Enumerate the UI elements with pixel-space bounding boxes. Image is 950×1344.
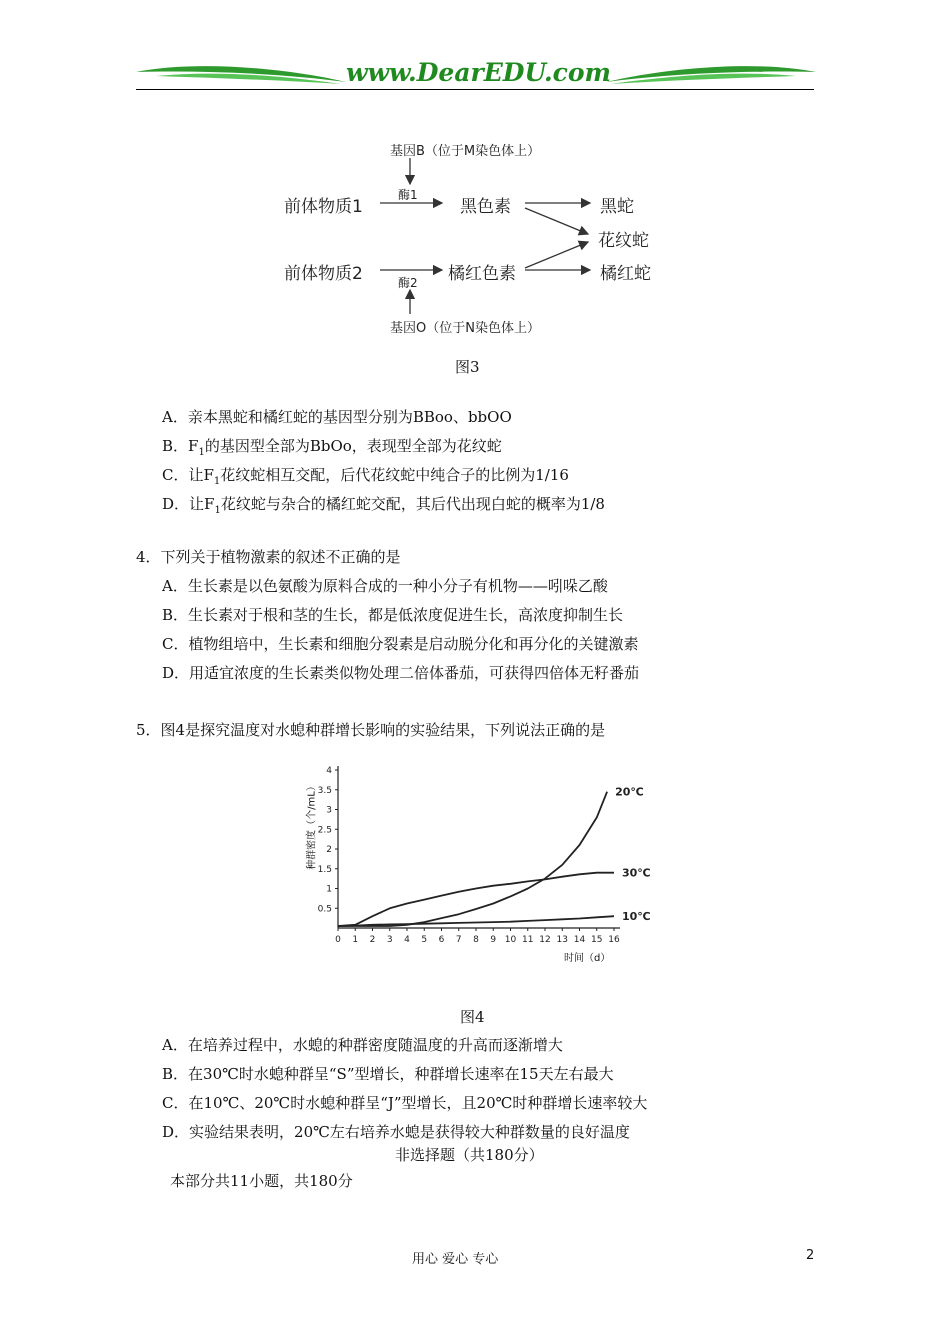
series-label: 30℃ [622,866,651,880]
leaf-swoosh-left-icon [136,62,346,88]
q3-option-b-sub: 1 [198,447,205,458]
q3-option-d-pre: D．让F [162,495,215,513]
precursor1-label: 前体物质1 [284,197,363,217]
q4-option-c: C．植物组培中，生长素和细胞分裂素是启动脱分化和再分化的关键激素 [162,635,639,653]
x-tick-label: 3 [386,935,393,945]
gene-b-label: 基因B（位于M染色体上） [390,144,541,159]
black-snake-label: 黑蛇 [600,197,634,217]
x-tick-label: 6 [438,935,445,945]
page-number: 2 [806,1248,815,1263]
x-tick-label: 14 [573,935,586,945]
y-tick-label: 0.5 [317,904,332,915]
enzyme1-label: 酶1 [398,188,418,202]
series-label: 10℃ [622,910,651,924]
q3-option-b-pre: B．F [162,437,199,455]
x-tick-label: 10 [504,935,517,945]
q3-option-c [162,464,569,487]
x-tick-label: 5 [421,935,428,945]
chart-ylabel: 种群密度（个/mL） [306,781,318,870]
precursor2-label: 前体物质2 [284,264,363,284]
q3-option-d-sub: 1 [214,505,221,516]
footer-motto: 用心 爱心 专心 [412,1252,499,1267]
x-tick-label: 15 [591,935,603,945]
orange-pigment-label: 橘红色素 [448,264,516,284]
population-chart [296,758,656,970]
y-tick-label: 1 [326,884,332,895]
black-pigment-label: 黑色素 [460,197,511,217]
q3-option-c-pre: C．让F [162,466,214,484]
q4-stem: 4．下列关于植物激素的叙述不正确的是 [136,548,401,566]
x-tick-label: 12 [539,935,551,945]
q3-option-a: A．亲本黑蛇和橘红蛇的基因型分别为BBoo、bbOO [162,408,512,426]
x-tick-label: 2 [369,935,376,945]
gene-o-label: 基因O（位于N染色体上） [390,321,540,336]
y-tick-label: 3.5 [317,785,332,796]
y-tick-label: 2.5 [317,825,332,836]
pattern-snake-label: 花纹蛇 [598,231,649,251]
x-tick-label: 11 [522,935,534,945]
x-tick-label: 13 [556,935,568,945]
q3-option-b-post: 的基因型全部为BbOo，表现型全部为花纹蛇 [204,437,502,455]
y-tick-label: 2 [326,845,332,855]
q5-option-a: A．在培养过程中，水螅的种群密度随温度的升高而逐渐增大 [162,1036,563,1054]
x-tick-label: 16 [608,935,620,945]
section-description: 本部分共11小题，共180分 [170,1172,353,1190]
q5-option-b: B．在30℃时水螅种群呈“S”型增长，种群增长速率在15天左右最大 [162,1065,614,1083]
q3-option-c-sub: 1 [213,476,221,487]
series-line [338,792,607,926]
q4-option-b: B．生长素对于根和茎的生长，都是低浓度促进生长，高浓度抑制生长 [162,606,624,624]
q5-option-c: C．在10℃、20℃时水螅种群呈“J”型增长，且20℃时种群增长速率较大 [162,1094,648,1112]
series-line [338,916,614,926]
x-tick-label: 1 [352,935,359,945]
q4-option-d: D．用适宜浓度的生长素类似物处理二倍体番茄，可获得四倍体无籽番茄 [162,664,640,682]
enzyme2-label: 酶2 [398,276,418,290]
x-tick-label: 4 [404,935,410,945]
y-tick-label: 1.5 [317,864,332,875]
figure4-caption: 图4 [460,1008,485,1026]
header-banner [136,58,816,92]
x-tick-label: 7 [455,935,462,945]
x-tick-label: 0 [335,935,341,945]
q3-option-d [162,493,605,516]
figure3-caption: 图3 [455,358,480,376]
chart-xlabel: 时间（d） [564,953,611,964]
orange-snake-label: 橘红蛇 [600,264,651,284]
y-tick-label: 4 [326,766,332,776]
header-rule [136,89,814,90]
q3-option-d-post: 花纹蛇与杂合的橘红蛇交配，其后代出现白蛇的概率为1/8 [220,495,605,513]
q5-option-d: D．实验结果表明，20℃左右培养水螅是获得较大种群数量的良好温度 [162,1123,630,1141]
x-tick-label: 8 [473,935,479,945]
population-chart-svg [296,758,656,970]
q3-option-c-post: 花纹蛇相互交配，后代花纹蛇中纯合子的比例为1/16 [220,466,569,484]
y-tick-label: 3 [326,805,332,816]
leaf-swoosh-right-icon [606,62,816,88]
pathway-diagram [270,128,690,343]
x-tick-label: 9 [490,935,497,945]
series-label: 20℃ [615,785,644,799]
q3-option-b [162,435,502,458]
q4-option-a: A．生长素是以色氨酸为原料合成的一种小分子有机物——吲哚乙酸 [162,577,608,595]
site-logo[interactable]: www.DearEDU.com [346,58,612,87]
q5-stem: 5．图4是探究温度对水螅种群增长影响的实验结果，下列说法正确的是 [136,721,606,739]
section-title: 非选择题（共180分） [395,1146,544,1164]
